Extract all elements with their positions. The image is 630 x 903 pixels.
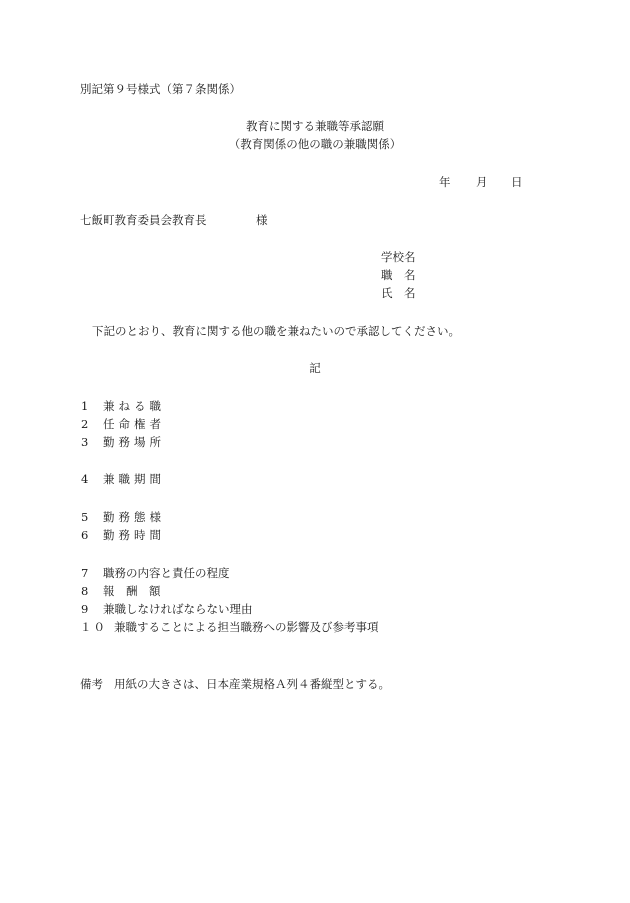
item-number: 8 bbox=[81, 584, 89, 598]
item-label: 職務の内容と責任の程度 bbox=[103, 566, 230, 580]
item-label: 兼職期間 bbox=[103, 472, 165, 486]
item-label: 兼ねる職 bbox=[103, 399, 165, 413]
request-text: 下記のとおり、教育に関する他の職を兼ねたいので承認してください。 bbox=[92, 324, 460, 338]
item-label: 兼職しなければならない理由 bbox=[103, 602, 253, 616]
item-number: 1 bbox=[81, 399, 89, 413]
item-number: 2 bbox=[81, 417, 89, 431]
item-label: 勤務時間 bbox=[103, 528, 165, 542]
document-subtitle: （教育関係の他の職の兼職関係） bbox=[228, 137, 402, 151]
item-number: 4 bbox=[81, 472, 89, 486]
item-number: 9 bbox=[81, 602, 89, 616]
ki-heading: 記 bbox=[309, 361, 321, 375]
remarks-text: 用紙の大きさは、日本産業規格Ａ列４番縦型とする。 bbox=[114, 677, 390, 691]
item-number: 6 bbox=[81, 528, 89, 542]
addressee-name: 七飯町教育委員会教育長 bbox=[80, 213, 207, 227]
form-number: 別記第９号様式（第７条関係） bbox=[80, 82, 241, 96]
date-year-label: 年 bbox=[439, 175, 451, 189]
item-label: 兼職することによる担当職務への影響及び参考事項 bbox=[114, 620, 379, 634]
item-number: 7 bbox=[81, 566, 89, 580]
item-label: 報 酬 額 bbox=[103, 584, 161, 598]
item-label: 勤務態様 bbox=[103, 510, 165, 524]
remarks-label: 備考 bbox=[80, 677, 103, 691]
date-day-label: 日 bbox=[511, 175, 523, 189]
position-label: 職 名 bbox=[381, 268, 416, 282]
document-title: 教育に関する兼職等承認願 bbox=[246, 119, 384, 133]
item-label: 勤務場所 bbox=[103, 435, 165, 449]
addressee-honorific: 様 bbox=[256, 213, 268, 227]
date-month-label: 月 bbox=[476, 175, 488, 189]
item-number: 3 bbox=[81, 435, 89, 449]
school-name-label: 学校名 bbox=[381, 250, 416, 264]
item-number: １０ bbox=[80, 620, 107, 634]
item-number: 5 bbox=[81, 510, 89, 524]
item-label: 任命権者 bbox=[103, 417, 165, 431]
applicant-name-label: 氏 名 bbox=[381, 286, 416, 300]
